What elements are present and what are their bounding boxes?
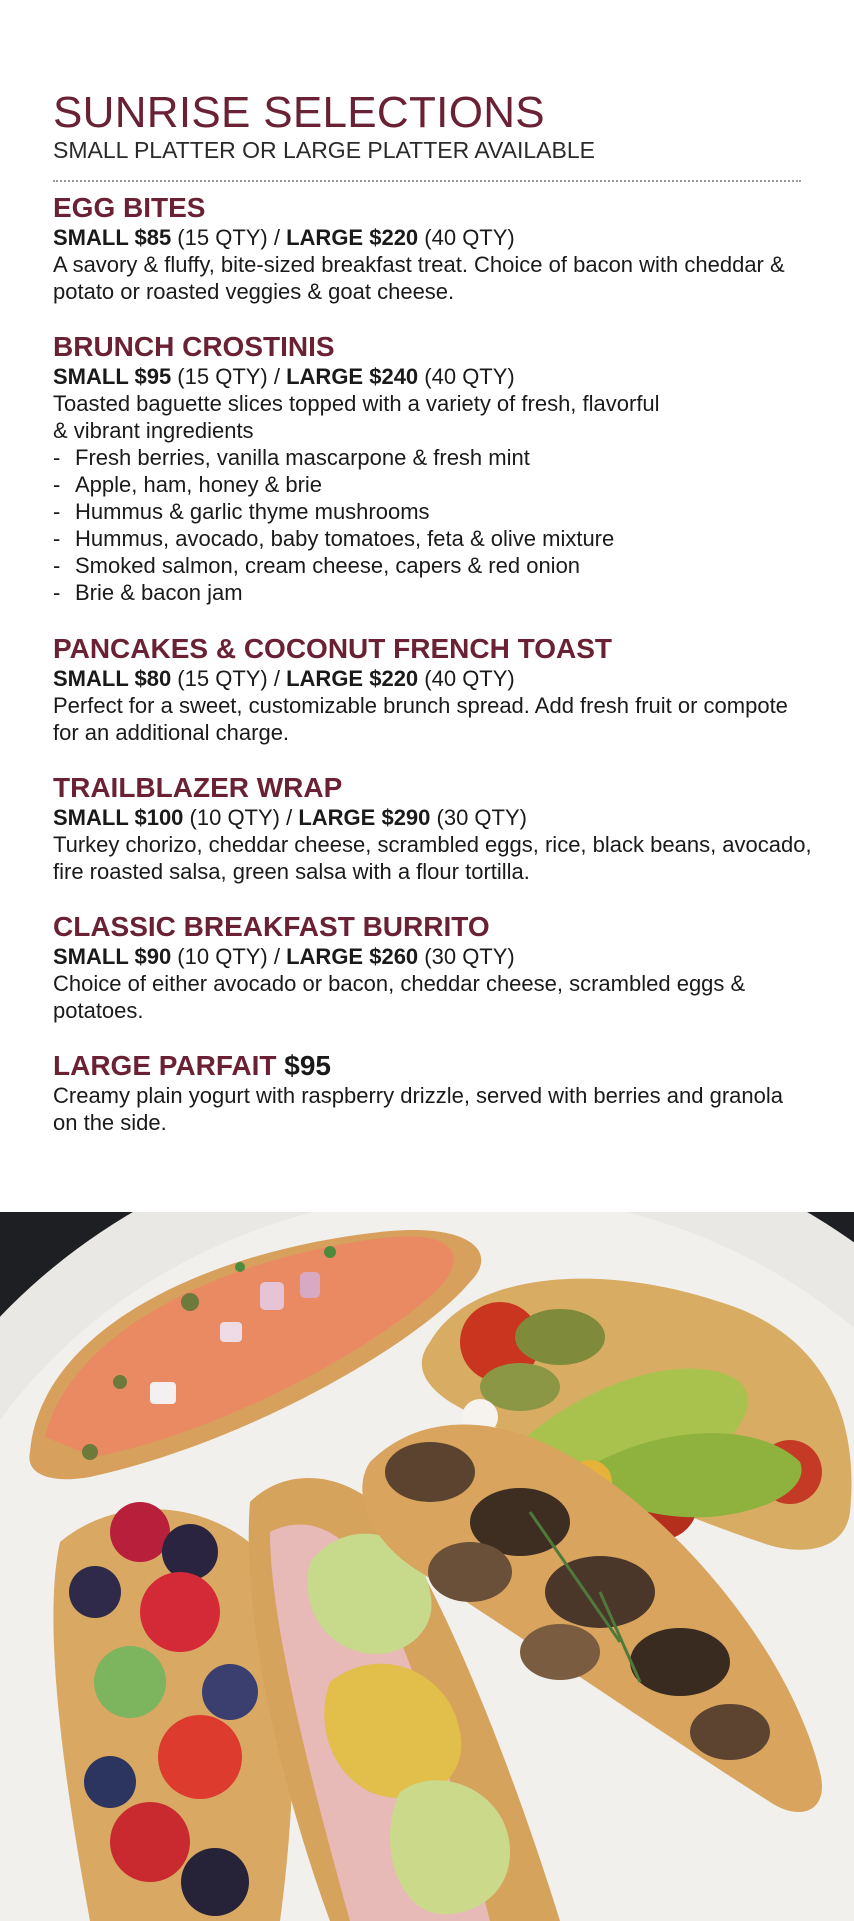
section-pricing — [53, 224, 813, 251]
section-description: Turkey chorizo, cheddar cheese, scrambled eggs, rice, black beans, avocado, fire roasted salsa, green salsa with a flour tortilla. — [53, 832, 812, 884]
small-price: SMALL $95 — [53, 364, 172, 389]
list-item: - Hummus & garlic thyme mushrooms — [53, 499, 430, 524]
section-title: EGG BITES — [53, 192, 206, 223]
menu-section-trailblazer-wrap — [53, 772, 813, 885]
small-qty: (10 QTY) / — [183, 805, 299, 830]
large-price: LARGE $260 — [286, 944, 419, 969]
menu-section-pancakes — [53, 633, 813, 746]
section-description: Perfect for a sweet, customizable brunch spread. Add fresh fruit or compote for an additional charge. — [53, 693, 788, 745]
list-item: - Fresh berries, vanilla mascarpone & fresh mint — [53, 445, 530, 470]
small-qty: (15 QTY) / — [171, 666, 287, 691]
large-price: LARGE $220 — [286, 666, 419, 691]
small-qty: (15 QTY) / — [171, 364, 287, 389]
page-title: SUNRISE SELECTIONS — [53, 88, 545, 137]
list-item: - Smoked salmon, cream cheese, capers & red onion — [53, 553, 581, 578]
menu-section-large-parfait — [53, 1050, 813, 1136]
small-price: SMALL $100 — [53, 805, 184, 830]
section-description — [53, 390, 813, 444]
large-price: LARGE $240 — [286, 364, 419, 389]
section-description: Creamy plain yogurt with raspberry drizzle, served with berries and granola on the side. — [53, 1083, 783, 1135]
section-pricing — [53, 804, 813, 831]
menu-section-breakfast-burrito — [53, 911, 813, 1024]
menu-section-egg-bites — [53, 192, 813, 305]
large-price: LARGE $290 — [298, 805, 431, 830]
small-price: SMALL $85 — [53, 225, 172, 250]
description-line: Toasted baguette slices topped with a variety of fresh, flavorful — [53, 391, 660, 416]
large-qty: (40 QTY) — [418, 364, 515, 389]
large-qty: (30 QTY) — [418, 944, 515, 969]
small-qty: (10 QTY) / — [171, 944, 287, 969]
section-title-text: LARGE PARFAIT — [53, 1050, 277, 1081]
large-qty: (40 QTY) — [418, 666, 515, 691]
section-pricing — [53, 665, 813, 692]
small-price: SMALL $80 — [53, 666, 172, 691]
section-title: PANCAKES & COCONUT FRENCH TOAST — [53, 633, 612, 664]
small-qty: (15 QTY) / — [171, 225, 287, 250]
small-price: SMALL $90 — [53, 944, 172, 969]
list-item: - Brie & bacon jam — [53, 580, 243, 605]
page-subtitle: SMALL PLATTER OR LARGE PLATTER AVAILABLE — [53, 137, 595, 163]
dotted-divider — [53, 180, 801, 182]
section-title — [53, 1050, 813, 1082]
section-description: A savory & fluffy, bite-sized breakfast treat. Choice of bacon with cheddar & potato or roasted veggies & goat cheese. — [53, 252, 785, 304]
section-title: BRUNCH CROSTINIS — [53, 331, 335, 362]
section-title: TRAILBLAZER WRAP — [53, 772, 343, 803]
large-price: LARGE $220 — [286, 225, 419, 250]
list-item: - Hummus, avocado, baby tomatoes, feta & olive mixture — [53, 526, 615, 551]
crostini-platter-photo — [0, 1212, 854, 1921]
section-price: $95 — [284, 1050, 331, 1081]
section-pricing — [53, 363, 813, 390]
list-item: - Apple, ham, honey & brie — [53, 472, 323, 497]
description-line: & vibrant ingredients — [53, 418, 254, 443]
section-title: CLASSIC BREAKFAST BURRITO — [53, 911, 490, 942]
crostini-platter-icon — [0, 1212, 854, 1921]
menu-section-brunch-crostinis — [53, 331, 813, 606]
section-description: Choice of either avocado or bacon, cheddar cheese, scrambled eggs & potatoes. — [53, 971, 746, 1023]
large-qty: (30 QTY) — [430, 805, 527, 830]
section-pricing — [53, 943, 813, 970]
large-qty: (40 QTY) — [418, 225, 515, 250]
topping-list — [53, 444, 813, 606]
